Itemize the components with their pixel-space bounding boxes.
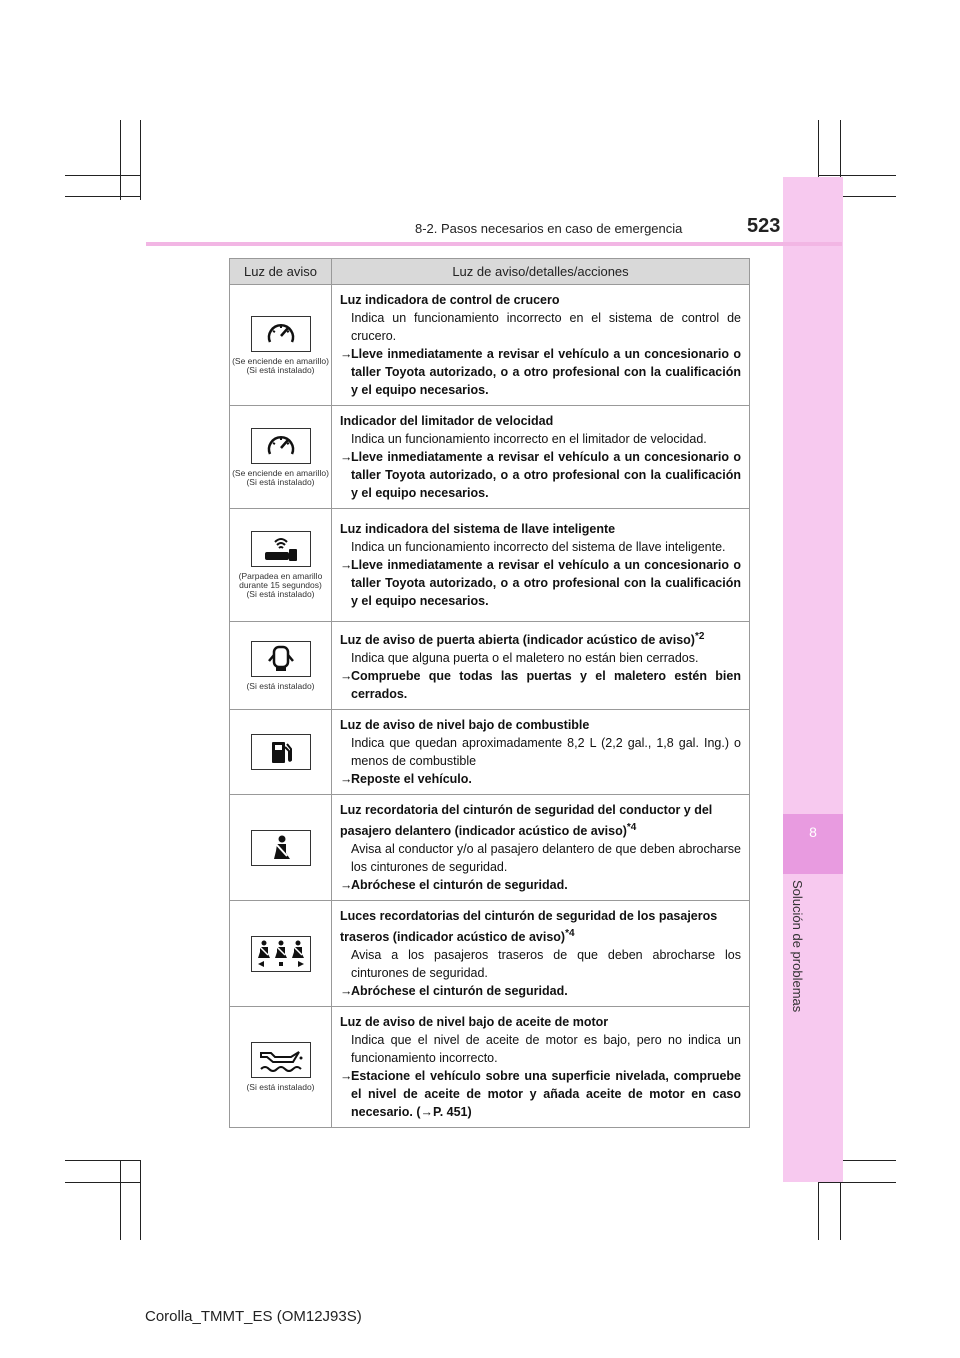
table-row <box>230 710 750 795</box>
icon-note: (Se enciende en amarillo) (Si está instalado) <box>232 467 329 487</box>
crop-mark <box>818 175 896 176</box>
warning-body: Indica un funcionamiento incorrecto en el sistema de control de crucero. <box>351 311 741 343</box>
icon-cell <box>230 1007 332 1128</box>
cruise-control-icon <box>251 316 311 352</box>
icon-note: (Parpadea en amarillo durante 15 segundos) (Si está instalado) <box>238 571 323 599</box>
warning-title <box>340 801 741 840</box>
table-row <box>230 509 750 622</box>
warning-action <box>340 667 741 703</box>
chapter-number-tab <box>783 814 843 874</box>
chapter-label: Solución de problemas <box>790 880 805 1013</box>
description-cell <box>332 901 750 1007</box>
crop-mark <box>120 1160 121 1240</box>
footnote-ref: *4 <box>565 928 575 940</box>
icon-cell <box>230 509 332 622</box>
icon-note: (Si está instalado) <box>246 680 315 691</box>
description-cell <box>332 710 750 795</box>
crop-mark <box>65 1160 140 1161</box>
seatbelt-icon <box>251 830 311 866</box>
crop-mark <box>140 120 141 200</box>
header-rule <box>146 242 842 246</box>
arrow-icon: → <box>340 669 353 684</box>
rear-seatbelt-icon <box>251 936 311 972</box>
table-row <box>230 1007 750 1128</box>
footnote-ref: *2 <box>694 631 705 642</box>
warning-title <box>340 628 741 649</box>
warning-title-text: Luz de aviso de puerta abierta (indicador acústico de aviso) <box>340 633 695 648</box>
warning-body: Indica que alguna puerta o el maletero no están bien cerrados. <box>351 651 699 666</box>
description-cell <box>332 406 750 509</box>
footnote-ref: *4 <box>626 822 637 834</box>
arrow-icon: → <box>340 558 353 572</box>
crop-mark <box>65 175 140 176</box>
arrow-icon: → <box>340 984 353 999</box>
crop-mark <box>65 1182 140 1183</box>
crop-mark <box>818 1182 896 1183</box>
document-id: Corolla_TMMT_ES (OM12J93S) <box>145 1308 362 1325</box>
arrow-icon: → <box>340 347 353 361</box>
action-text: Lleve inmediatamente a revisar el vehículo a un concesionario o taller Toyota autorizado, o a otro profesional con la cualificación y el equipo necesarios. <box>351 347 741 397</box>
warning-action <box>340 345 741 399</box>
table-row <box>230 795 750 901</box>
icon-cell <box>230 795 332 901</box>
warning-body: Indica que el nivel de aceite de motor es bajo, pero no indica un funcionamiento incorrecto. <box>351 1033 741 1066</box>
warning-title: Luz de aviso de nivel bajo de aceite de motor <box>340 1015 609 1030</box>
icon-note: (Se enciende en amarillo) (Si está instalado) <box>232 355 329 375</box>
page-number: 523 <box>747 215 781 237</box>
icon-cell <box>230 901 332 1007</box>
table-header-row <box>230 259 750 285</box>
open-door-icon <box>251 641 311 677</box>
warning-body: Avisa al conductor y/o al pasajero delantero de que deben abrocharse los cinturones de seguridad. <box>351 842 741 875</box>
arrow-icon: → <box>340 772 353 787</box>
description-cell <box>332 285 750 406</box>
warning-title-text: Luz recordatoria del cinturón de seguridad del conductor y del pasajero delantero (indicador acústico de aviso) <box>340 803 713 839</box>
action-text: Compruebe que todas las puertas y el maletero estén bien cerrados. <box>351 669 741 702</box>
chapter-side-tab <box>783 177 843 1182</box>
column-header-details: Luz de aviso/detalles/acciones <box>332 259 750 285</box>
warning-action <box>340 770 741 788</box>
crop-mark <box>65 196 140 197</box>
table-row <box>230 285 750 406</box>
chapter-number: 8 <box>809 824 817 840</box>
icon-cell <box>230 285 332 406</box>
table-row <box>230 901 750 1007</box>
section-title: 8-2. Pasos necesarios en caso de emergencia <box>415 221 683 236</box>
action-text: Abróchese el cinturón de seguridad. <box>351 984 568 999</box>
action-text: Abróchese el cinturón de seguridad. <box>351 878 568 893</box>
warning-action <box>340 1067 741 1121</box>
warning-lights-table <box>229 258 750 1128</box>
icon-cell <box>230 622 332 710</box>
action-text: Lleve inmediatamente a revisar el vehículo a un concesionario o taller Toyota autorizado, o a otro profesional con la cualificación y el equipo necesarios. <box>351 558 741 608</box>
icon-note: (Si está instalado) <box>246 1082 315 1093</box>
warning-body: Indica que quedan aproximadamente 8,2 L (2,2 gal., 1,8 gal. Ing.) o menos de combustible <box>351 736 741 769</box>
table-row <box>230 406 750 509</box>
description-cell <box>332 509 750 622</box>
warning-body: Indica un funcionamiento incorrecto en el limitador de velocidad. <box>351 432 707 446</box>
warning-action <box>340 876 741 894</box>
arrow-icon: → <box>340 878 353 893</box>
warning-title: Luz indicadora de control de crucero <box>340 293 560 307</box>
smart-key-icon <box>251 531 311 567</box>
warning-title: Luz indicadora del sistema de llave inteligente <box>340 522 616 536</box>
icon-cell <box>230 710 332 795</box>
warning-title <box>340 907 741 946</box>
arrow-icon: → <box>340 450 353 464</box>
arrow-icon: → <box>340 1069 353 1084</box>
warning-title-text: Luces recordatorias del cinturón de seguridad de los pasajeros traseros (indicador acústico de aviso) <box>340 909 718 945</box>
column-header-light: Luz de aviso <box>230 259 332 285</box>
warning-body: Avisa a los pasajeros traseros de que deben abrocharse los cinturones de seguridad. <box>351 948 741 981</box>
speed-limiter-icon <box>251 428 311 464</box>
warning-body: Indica un funcionamiento incorrecto del sistema de llave inteligente. <box>351 540 726 554</box>
icon-cell <box>230 406 332 509</box>
fuel-icon <box>251 734 311 770</box>
description-cell <box>332 795 750 901</box>
action-text: Reposte el vehículo. <box>351 772 472 787</box>
crop-mark <box>120 120 121 200</box>
crop-mark <box>140 1160 141 1240</box>
oil-level-icon <box>251 1042 311 1078</box>
warning-title: Indicador del limitador de velocidad <box>340 414 554 428</box>
action-text: Lleve inmediatamente a revisar el vehículo a un concesionario o taller Toyota autorizado, o a otro profesional con la cualificación y el equipo necesarios. <box>351 450 741 500</box>
chapter-label-wrap <box>790 880 810 1020</box>
description-cell <box>332 622 750 710</box>
description-cell <box>332 1007 750 1128</box>
table-row <box>230 622 750 710</box>
warning-action <box>340 448 741 502</box>
warning-action <box>340 982 741 1000</box>
action-text: Estacione el vehículo sobre una superficie nivelada, compruebe el nivel de aceite de motor y añada aceite de motor en caso necesario. (→P. 451) <box>351 1069 741 1120</box>
warning-action <box>340 556 741 610</box>
warning-title: Luz de aviso de nivel bajo de combustible <box>340 718 590 733</box>
